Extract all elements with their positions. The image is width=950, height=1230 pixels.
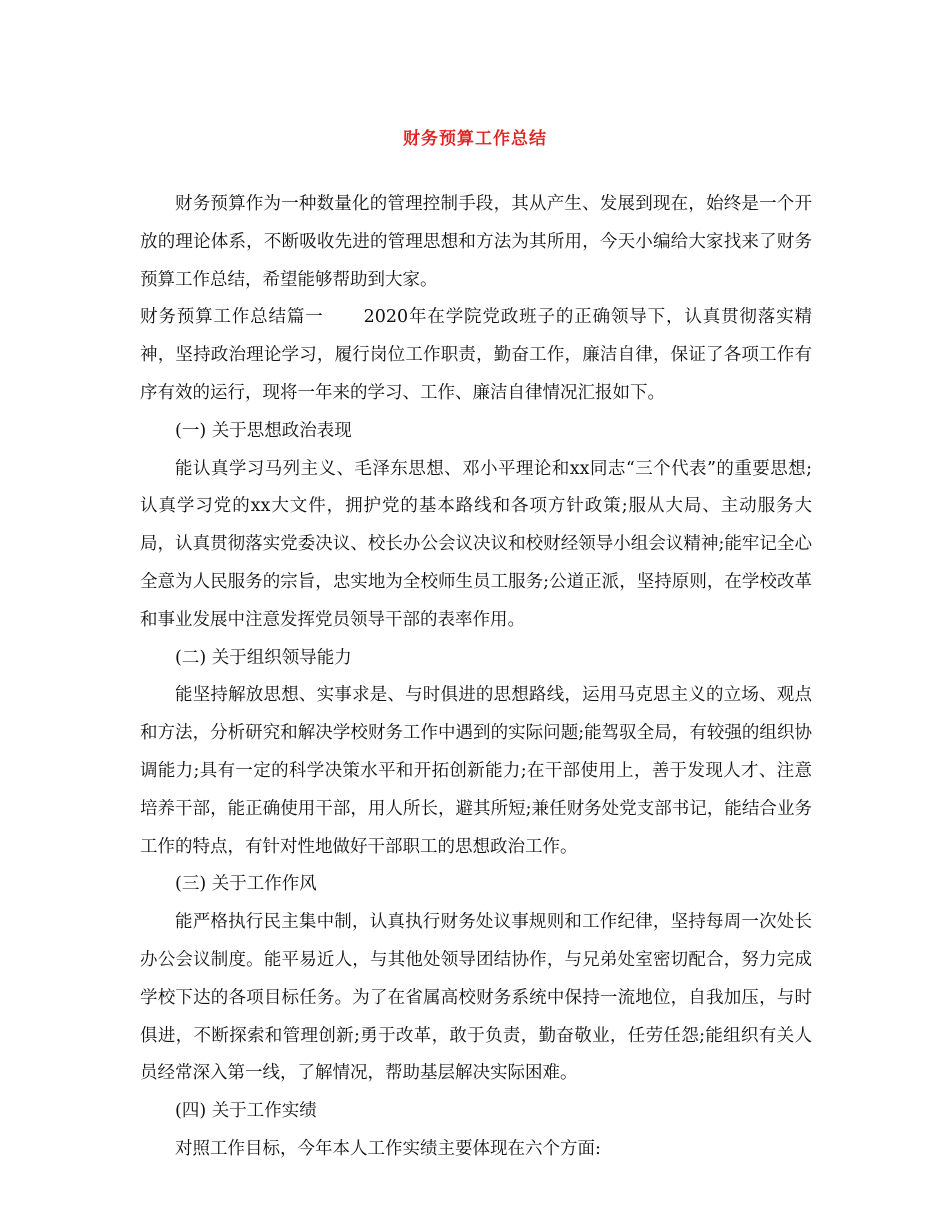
section-paragraph-3: 能严格执行民主集中制，认真执行财务处议事规则和工作纪律，坚持每周一次处长办公会议制度。能平易近人，与其他处领导团结协作，与兄弟处室密切配合，努力完成学校下达的各项目标任务。为了在省属高校财务系统中保持一流地位，自我加压，与时俱进，不断探索和管理创新;勇于改革，敢于负责，勤奋敬业，任劳任怨;能组织有关人员经常深入第一线，了解情况，帮助基层解决实际困难。: [140, 912, 812, 1084]
document-title: 财务预算工作总结: [403, 129, 547, 149]
section-heading-3: (三) 关于工作作风: [175, 874, 317, 895]
document-body: [140, 186, 812, 1169]
section-paragraph-1: 能认真学习马列主义、毛泽东思想、邓小平理论和xx同志“三个代表”的重要思想;认真学习党的xx大文件，拥护党的基本路线和各项方针政策;服从大局、主动服务大局，认真贯彻落实党委决议、校长办公会议决议和校财经领导小组会议精神;能牢记全心全意为人民服务的宗旨，忠实地为全校师生员工服务;公道正派，坚持原则，在学校改革和事业发展中注意发挥党员领导干部的表率作用。: [140, 458, 812, 630]
intro-paragraph: 财务预算作为一种数量化的管理控制手段，其从产生、发展到现在，始终是一个开放的理论体系，不断吸收先进的管理思想和方法为其所用，今天小编给大家找来了财务预算工作总结，希望能够帮助到大家。: [140, 194, 812, 290]
section-heading-2: (二) 关于组织领导能力: [175, 647, 352, 668]
part-paragraph: [140, 299, 812, 412]
part-text: 2020年在学院党政班子的正确领导下，认真贯彻落实精神，坚持政治理论学习，履行岗位工作职责，勤奋工作，廉洁自律，保证了各项工作有序有效的运行，现将一年来的学习、工作、廉洁自律情况汇报如下。: [140, 307, 813, 403]
section-paragraph-4: 对照工作目标，今年本人工作实绩主要体现在六个方面:: [175, 1138, 601, 1159]
section-heading-4: (四) 关于工作实绩: [175, 1101, 317, 1122]
section-heading-1: (一) 关于思想政治表现: [175, 420, 352, 441]
part-label: 财务预算工作总结篇一: [140, 307, 324, 328]
section-paragraph-2: 能坚持解放思想、实事求是、与时俱进的思想路线，运用马克思主义的立场、观点和方法，分析研究和解决学校财务工作中遇到的实际问题;能驾驭全局，有较强的组织协调能力;具有一定的科学决策水平和开拓创新能力;在干部使用上，善于发现人才、注意培养干部，能正确使用干部，用人所长，避其所短;兼任财务处党支部书记，能结合业务工作的特点，有针对性地做好干部职工的思想政治工作。: [140, 685, 812, 857]
